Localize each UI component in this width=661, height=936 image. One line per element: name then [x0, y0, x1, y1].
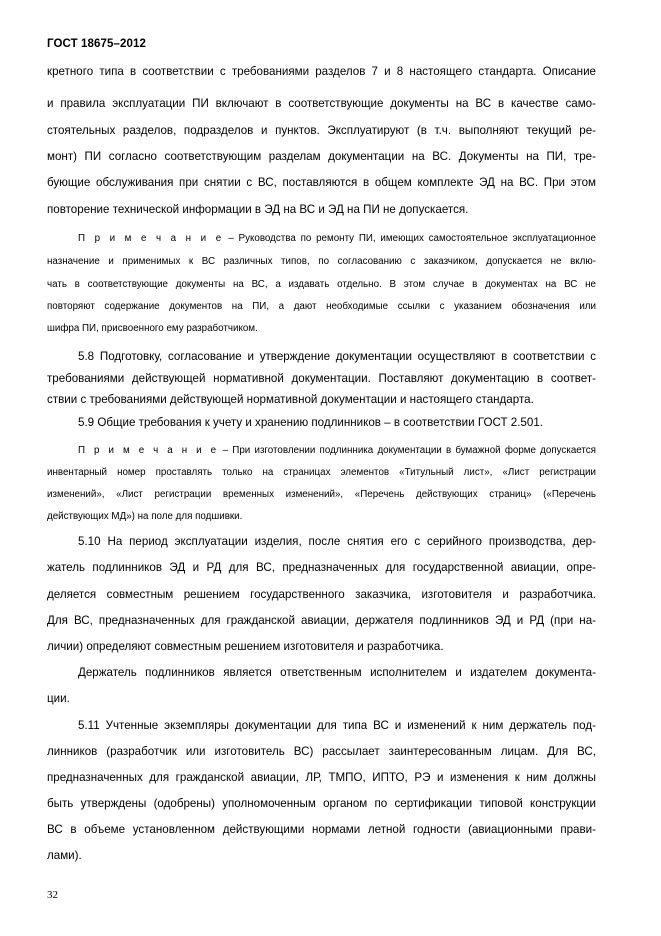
note-text: – Руководства по ремонту ПИ, имеющих самостоятельное эксплуатационное [223, 233, 596, 244]
text-line: 5.9 Общие требования к учету и хранению подлинников – в соответствии ГОСТ 2.501. [78, 416, 543, 429]
page-number: 32 [47, 889, 58, 901]
text-line: 5.11 Учтенные экземпляры документации для типа ВС и изменений к ним держатель под- [78, 719, 596, 732]
note-line: шифра ПИ, присвоенного ему разработчиком. [47, 323, 258, 334]
note-line [78, 232, 596, 246]
note-line: назначение и применимых к ВС различных типов, по согласованию с заказчиком, допускается не вклю- [47, 256, 596, 267]
note-label: П р и м е ч а н и е [78, 233, 224, 244]
text-line: и правила эксплуатации ПИ включают в соответствующие документы на ВС в качестве само- [47, 97, 596, 110]
note-line: чать в соответствующие документы на ВС, а издавать отдельно. В этом случае в документах на ВС не [47, 279, 596, 290]
text-line: монт) ПИ согласно соответствующим разделам документации на ВС. Документы на ПИ, тре- [47, 150, 596, 163]
text-line: Держатель подлинников является ответственным исполнителем и издателем документа- [78, 666, 596, 679]
text-line: ВС в объеме установленном действующими нормами летной годности (авиационными прави- [47, 823, 596, 836]
text-line: стоятельных разделов, подразделов и пунктов. Эксплуатируют (в т.ч. выполняют текущий ре- [47, 124, 596, 137]
text-line: быть утверждены (одобрены) уполномоченным органом по сертификации типовой конструкции [47, 797, 596, 810]
note-text: – При изготовлении подлинника документации в бумажной форме допускается [218, 445, 596, 456]
standard-header: ГОСТ 18675–2012 [47, 38, 147, 50]
text-line: ции. [47, 692, 70, 705]
text-line: повторение технической информации в ЭД на ВС и ЭД на ПИ не допускается. [47, 203, 469, 216]
note-label: П р и м е ч а н и е [78, 445, 219, 456]
text-line: кретного типа в соответствии с требованиями разделов 7 и 8 настоящего стандарта. Описание [47, 65, 596, 78]
note-line: повторяют содержание документов на ПИ, а дают необходимые ссылки с указанием обозначения или [47, 301, 596, 312]
text-line: 5.8 Подготовку, согласование и утверждение документации осуществляют в соответствии с [78, 350, 596, 363]
note-line [78, 444, 596, 458]
text-line: бующие обслуживания при снятии с ВС, поставляются в общем комплекте ЭД на ВС. При этом [47, 176, 596, 189]
text-line: жатель подлинников ЭД и РД для ВС, предназначенных для государственной авиации, опре- [47, 561, 596, 574]
text-line: линников (разработчик или изготовитель ВС) рассылает заинтересованным лицам. Для ВС, [47, 745, 596, 758]
note-line: действующих МД») на поле для подшивки. [47, 511, 243, 522]
text-line: личии) определяют совместным решением изготовителя и разработчика. [47, 640, 444, 653]
note-line: изменений», «Лист регистрации временных изменений», «Перечень действующих страниц» («Перечень [47, 489, 596, 500]
text-line: Для ВС, предназначенных для гражданской авиации, держателя подлинников ЭД и РД (при на- [47, 614, 596, 627]
text-line: ствии с требованиями действующей нормативной документации и настоящего стандарта. [47, 393, 534, 406]
text-line: деляется совместным решением государственного заказчика, изготовителя и разработчика. [47, 588, 596, 601]
text-line: 5.10 На период эксплуатации изделия, после снятия его с серийного производства, дер- [78, 535, 596, 548]
text-line: лами). [47, 849, 82, 862]
text-line: требованиями действующей нормативной документации. Поставляют документацию в соответ- [47, 372, 596, 385]
text-line: предназначенных для гражданской авиации, ЛР, ТМПО, ИПТО, РЭ и изменения к ним должны [47, 771, 596, 784]
note-line: инвентарный номер проставлять только на страницах элементов «Титульный лист», «Лист регистрации [47, 467, 596, 478]
